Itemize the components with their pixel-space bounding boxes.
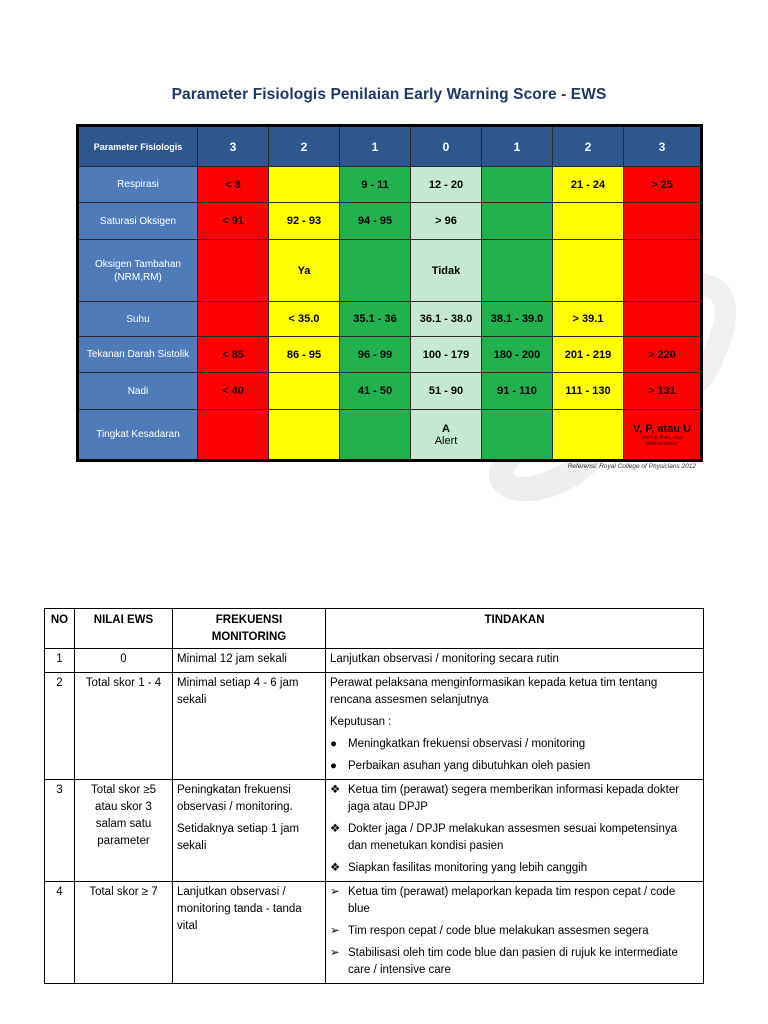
score-cell xyxy=(553,240,624,302)
score-cell xyxy=(482,203,553,240)
tindakan-bullet-text: Tim respon cepat / code blue melakukan assesmen segera xyxy=(348,925,649,937)
score-cell: > 131 xyxy=(624,373,702,410)
score-cell: 100 - 179 xyxy=(411,337,482,373)
score-cell: < 40 xyxy=(198,373,269,410)
ews-parameter-table xyxy=(76,124,703,462)
score-cell xyxy=(624,302,702,337)
ews-row-suhu xyxy=(78,302,702,337)
score-cell: < 8 xyxy=(198,167,269,203)
score-cell: 91 - 110 xyxy=(482,373,553,410)
tindakan-bullet-item xyxy=(330,821,699,855)
score-cell xyxy=(553,203,624,240)
tindakan-bullet-text: Meningkatkan frekuensi observasi / monitoring xyxy=(348,738,586,750)
score-cell: > 220 xyxy=(624,337,702,373)
score-cell: Ya xyxy=(269,240,340,302)
tindakan-bullet-text: Siapkan fasilitas monitoring yang lebih canggih xyxy=(348,862,588,874)
tindakan-text: Perawat pelaksana menginformasikan kepada ketua tim tentang rencana assesmen selanjutnya xyxy=(330,677,658,706)
bullet-icon xyxy=(330,923,348,940)
score-cell: 38.1 - 39.0 xyxy=(482,302,553,337)
frekuensi-text: Peningkatan frekuensi observasi / monitoring. xyxy=(177,784,293,813)
row-number: 3 xyxy=(45,780,75,882)
score-cell: 86 - 95 xyxy=(269,337,340,373)
header-cell: 3 xyxy=(198,126,269,167)
score-cell: 96 - 99 xyxy=(340,337,411,373)
col-header-tindakan: TINDAKAN xyxy=(326,609,704,649)
score-cell: > 96 xyxy=(411,203,482,240)
bullet-icon xyxy=(330,884,348,918)
score-cell: 41 - 50 xyxy=(340,373,411,410)
tindakan-text: Lanjutkan observasi / monitoring secara rutin xyxy=(330,653,559,665)
bullet-icon xyxy=(330,821,348,855)
tindakan-bullet-item xyxy=(330,923,699,940)
score-cell: 111 - 130 xyxy=(553,373,624,410)
tindakan-bullet-item xyxy=(330,782,699,816)
tindakan-bullet-item xyxy=(330,945,699,979)
ews-row-tekanan-darah xyxy=(78,337,702,373)
row-frekuensi xyxy=(173,673,326,780)
param-label: Oksigen Tambahan (NRM,RM) xyxy=(78,240,198,302)
score-cell: 94 - 95 xyxy=(340,203,411,240)
header-cell: 0 xyxy=(411,126,482,167)
ews-reference: Referensi: Royal College of Physicians 2012 xyxy=(567,463,696,470)
row-frekuensi xyxy=(173,882,326,984)
score-cell xyxy=(269,373,340,410)
kesadaran-alert-label: Alert xyxy=(434,434,458,447)
frekuensi-text: Setidaknya setiap 1 jam sekali xyxy=(177,823,300,852)
score-cell xyxy=(340,240,411,302)
row-number: 2 xyxy=(45,673,75,780)
score-cell: 36.1 - 38.0 xyxy=(411,302,482,337)
action-row xyxy=(45,673,704,780)
tindakan-bullet-text: Stabilisasi oleh tim code blue dan pasien di rujuk ke intermediate care / intensive care xyxy=(348,947,678,976)
header-cell: 2 xyxy=(553,126,624,167)
action-row xyxy=(45,649,704,673)
bullet-icon xyxy=(330,758,348,775)
col-header-frekuensi: FREKUENSI MONITORING xyxy=(173,609,326,649)
score-cell xyxy=(198,302,269,337)
tindakan-bullet-text: Ketua tim (perawat) melaporkan kepada tim respon cepat / code blue xyxy=(348,886,676,915)
bullet-icon xyxy=(330,945,348,979)
ews-row-kesadaran xyxy=(78,410,702,461)
score-cell: 21 - 24 xyxy=(553,167,624,203)
score-cell: > 25 xyxy=(624,167,702,203)
score-cell: Tidak xyxy=(411,240,482,302)
header-cell: 2 xyxy=(269,126,340,167)
action-row xyxy=(45,780,704,882)
param-label: Suhu xyxy=(78,302,198,337)
frekuensi-text: Minimal 12 jam sekali xyxy=(177,653,287,665)
ews-row-nadi xyxy=(78,373,702,410)
row-tindakan xyxy=(326,673,704,780)
ews-row-saturasi xyxy=(78,203,702,240)
ews-header-row xyxy=(78,126,702,167)
col-header-nilai: NILAI EWS xyxy=(75,609,173,649)
score-cell: > 39.1 xyxy=(553,302,624,337)
bullet-icon xyxy=(330,782,348,816)
tindakan-bullet-item xyxy=(330,736,699,753)
score-cell xyxy=(411,410,482,461)
row-number: 4 xyxy=(45,882,75,984)
row-frekuensi xyxy=(173,780,326,882)
kesadaran-vpu-code: V, P, atau U xyxy=(632,422,692,435)
kesadaran-alert-code: A xyxy=(442,422,450,435)
header-cell: Parameter Fisiologis xyxy=(78,126,198,167)
ews-row-respirasi xyxy=(78,167,702,203)
score-cell xyxy=(482,410,553,461)
score-cell: < 85 xyxy=(198,337,269,373)
tindakan-bullet-text: Dokter jaga / DPJP melakukan assesmen sesuai kompetensinya dan menetukan kondisi pasien xyxy=(348,823,677,852)
score-cell xyxy=(624,203,702,240)
header-cell: 1 xyxy=(340,126,411,167)
tindakan-bullet-item xyxy=(330,884,699,918)
action-header-row xyxy=(45,609,704,649)
row-tindakan xyxy=(326,882,704,984)
ews-row-oksigen xyxy=(78,240,702,302)
score-cell: 12 - 20 xyxy=(411,167,482,203)
score-cell xyxy=(269,167,340,203)
tindakan-bullet-item xyxy=(330,758,699,775)
ews-action-table xyxy=(44,608,704,984)
score-cell: < 35.0 xyxy=(269,302,340,337)
row-frekuensi xyxy=(173,649,326,673)
tindakan-text: Keputusan : xyxy=(330,716,392,728)
row-nilai-ews: 0 xyxy=(75,649,173,673)
score-cell xyxy=(198,240,269,302)
param-label: Saturasi Oksigen xyxy=(78,203,198,240)
score-cell: 51 - 90 xyxy=(411,373,482,410)
param-label: Respirasi xyxy=(78,167,198,203)
header-cell: 1 xyxy=(482,126,553,167)
score-cell: 92 - 93 xyxy=(269,203,340,240)
score-cell: 201 - 219 xyxy=(553,337,624,373)
row-tindakan xyxy=(326,649,704,673)
score-cell xyxy=(269,410,340,461)
param-label: Nadi xyxy=(78,373,198,410)
score-cell xyxy=(624,410,702,461)
tindakan-bullet-text: Perbaikan asuhan yang dibutuhkan oleh pasien xyxy=(348,760,591,772)
score-cell xyxy=(198,410,269,461)
score-cell xyxy=(624,240,702,302)
row-nilai-ews: Total skor ≥5 atau skor 3 salam satu parameter xyxy=(75,780,173,882)
row-number: 1 xyxy=(45,649,75,673)
score-cell xyxy=(482,167,553,203)
frekuensi-text: Minimal setiap 4 - 6 jam sekali xyxy=(177,677,299,706)
bullet-icon xyxy=(330,736,348,753)
score-cell: 180 - 200 xyxy=(482,337,553,373)
action-row xyxy=(45,882,704,984)
param-label: Tingkat Kesadaran xyxy=(78,410,198,461)
score-cell xyxy=(482,240,553,302)
col-header-no: NO xyxy=(45,609,75,649)
row-nilai-ews: Total skor ≥ 7 xyxy=(75,882,173,984)
ews-title: Parameter Fisiologis Penilaian Early Warning Score - EWS xyxy=(171,86,607,103)
score-cell: < 91 xyxy=(198,203,269,240)
frekuensi-text: Lanjutkan observasi / monitoring tanda - tanda vital xyxy=(177,886,302,932)
header-cell: 3 xyxy=(624,126,702,167)
tindakan-bullet-item xyxy=(330,860,699,877)
score-cell xyxy=(340,410,411,461)
score-cell: 35.1 - 36 xyxy=(340,302,411,337)
bullet-icon xyxy=(330,860,348,877)
tindakan-bullet-text: Ketua tim (perawat) segera memberikan informasi kepada dokter jaga atau DPJP xyxy=(348,784,680,813)
score-cell: 9 - 11 xyxy=(340,167,411,203)
score-cell xyxy=(553,410,624,461)
param-label: Tekanan Darah Sistolik xyxy=(78,337,198,373)
kesadaran-vpu-note: (Verbal, Pain, atau Unresponsive) xyxy=(641,434,683,447)
row-nilai-ews: Total skor 1 - 4 xyxy=(75,673,173,780)
row-tindakan xyxy=(326,780,704,882)
